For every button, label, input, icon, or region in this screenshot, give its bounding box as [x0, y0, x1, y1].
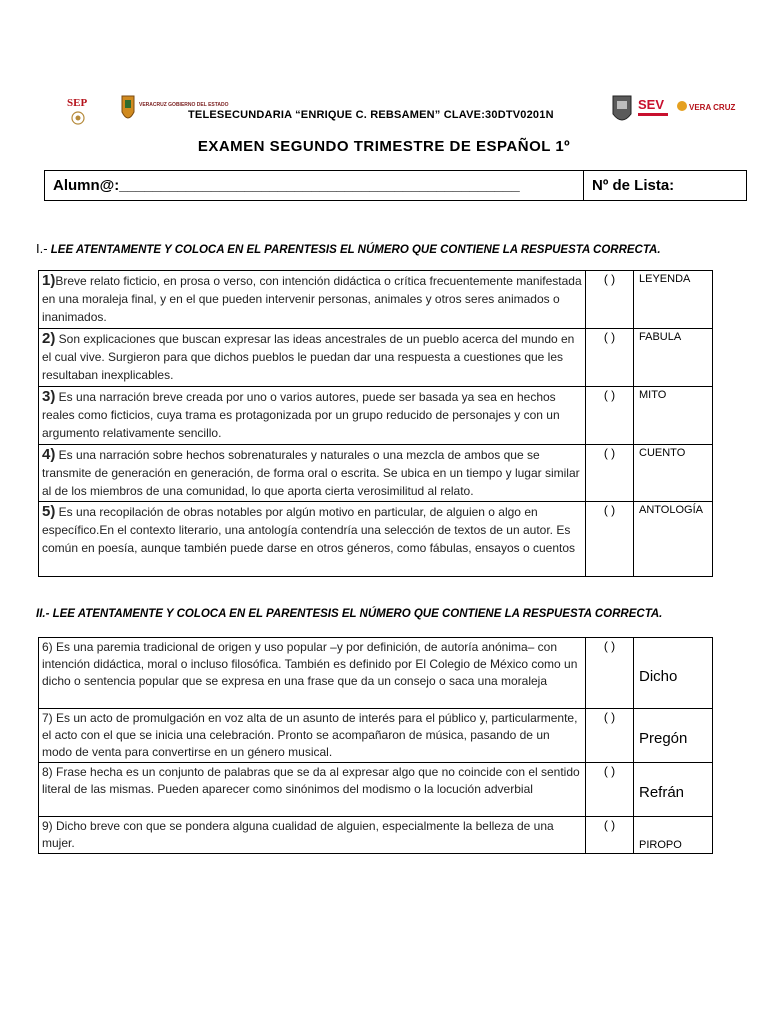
- header-logos-left: [64, 92, 229, 128]
- answer-parenthesis[interactable]: ( ): [586, 387, 634, 445]
- question-body: Son explicaciones que buscan expresar las ideas ancestrales de un pueblo acerca del mundo en el cual vive. Surgieron para que dichos pueblos le puedan dar una respuesta a cuestiones que les resultaban inexplicables.: [42, 332, 575, 382]
- table-row: [39, 709, 713, 763]
- section1-instruction: [36, 241, 661, 256]
- answer-parenthesis[interactable]: ( ): [586, 763, 634, 817]
- question-body: Es una narración sobre hechos sobrenaturales y naturales o una mezcla de ambos que se transmite de generación en generación, de forma oral o escrita. Se ubica en un tiempo y lugar similar al de los miembros de una comunidad, lo que aporta cierta verosimilitud al relato.: [42, 448, 580, 498]
- question-text: [39, 502, 586, 577]
- question-text: [39, 329, 586, 387]
- answer-parenthesis[interactable]: ( ): [586, 271, 634, 329]
- question-number: 9): [42, 819, 53, 833]
- question-number: 6): [42, 640, 53, 654]
- header-logos-right: [610, 92, 736, 128]
- question-body: Breve relato ficticio, en prosa o verso, con intención didáctica o crítica frecuentemente manifestada en una moraleja final, y en el que pueden intervenir personas, animales y otros seres animados o inanimados.: [42, 274, 582, 324]
- question-body: Dicho breve con que se pondera alguna cualidad de alguien, especialmente la belleza de una mujer.: [42, 819, 554, 850]
- table-row: [39, 271, 713, 329]
- question-text: [39, 638, 586, 709]
- answer-option: FABULA: [634, 329, 713, 387]
- answer-parenthesis[interactable]: ( ): [586, 709, 634, 763]
- table-row: [39, 817, 713, 854]
- svg-text:VERA CRUZ: VERA CRUZ: [689, 103, 736, 112]
- svg-text:SEV: SEV: [638, 97, 665, 112]
- question-number: 8): [42, 765, 53, 779]
- question-number: 3): [42, 388, 56, 405]
- answer-option: Pregón: [634, 709, 713, 763]
- section2-instruction: II.- LEE ATENTAMENTE Y COLOCA EN EL PARENTESIS EL NÚMERO QUE CONTIENE LA RESPUESTA CORRECTA.: [36, 608, 663, 620]
- vera-cruz-logo: [677, 101, 735, 112]
- table-row: [39, 387, 713, 445]
- question-text: [39, 387, 586, 445]
- table-row: [39, 329, 713, 387]
- list-number-field[interactable]: Nº de Lista:: [592, 177, 675, 194]
- question-text: [39, 763, 586, 817]
- section2-table: [38, 637, 713, 854]
- question-number: 4): [42, 446, 56, 463]
- answer-option: PIROPO: [634, 817, 713, 854]
- question-number: 2): [42, 330, 56, 347]
- state-shield-logo: [613, 96, 631, 120]
- answer-parenthesis[interactable]: ( ): [586, 817, 634, 854]
- svg-text:VERACRUZ GOBIERNO DEL ESTADO: VERACRUZ GOBIERNO DEL ESTADO: [139, 102, 229, 108]
- question-number: 5): [42, 503, 56, 520]
- answer-option: Dicho: [634, 638, 713, 709]
- section1-table: [38, 270, 713, 577]
- question-text: [39, 271, 586, 329]
- sep-logo: [67, 97, 87, 124]
- question-body: Es una narración breve creada por uno o varios autores, puede ser basada ya sea en hechos reales como ficticios, cuya trama es protagonizada por un grupo reducido de personajes y con un argumento relativamente sencillo.: [42, 390, 560, 440]
- question-text: [39, 817, 586, 854]
- question-body: Es una paremia tradicional de origen y uso popular –y por definición, de autoría anónima– con intención didáctica, moral o incluso filosófica. También es definido por El Colegio de México como un dicho o sentencia popular que se expresa en una frase que da un consejo o saca una moraleja: [42, 640, 578, 688]
- answer-parenthesis[interactable]: ( ): [586, 502, 634, 577]
- answer-option: LEYENDA: [634, 271, 713, 329]
- question-text: [39, 445, 586, 502]
- table-row: [39, 502, 713, 577]
- answer-option: CUENTO: [634, 445, 713, 502]
- answer-parenthesis[interactable]: ( ): [586, 329, 634, 387]
- question-number: 7): [42, 711, 53, 725]
- table-row: [39, 638, 713, 709]
- question-body: Frase hecha es un conjunto de palabras que se da al expresar algo que no coincide con el sentido literal de las mismas. Pueden aparecer como sinónimos del modismo o la locución adverbial: [42, 765, 580, 796]
- question-body: Es un acto de promulgación en voz alta de un asunto de interés para el público y, particularmente, el acto con el que se inicia una celebración. Pronto se acompañaron de música, pasando de un modo de venta para convertirse en un género musical.: [42, 711, 578, 759]
- answer-parenthesis[interactable]: ( ): [586, 445, 634, 502]
- question-number: 1): [42, 272, 56, 289]
- table-row: [39, 445, 713, 502]
- question-body: Es una recopilación de obras notables por algún motivo en particular, de alguien o algo en específico.En el contexto literario, una antología contendría una selección de textos de un autor. Es común en poesía, aunque también puede darse en otros géneros, como fábulas, ensayos o cuentos: [42, 505, 576, 555]
- section1-roman: I.-: [36, 241, 48, 256]
- answer-option: MITO: [634, 387, 713, 445]
- answer-option: ANTOLOGÍA: [634, 502, 713, 577]
- answer-option: Refrán: [634, 763, 713, 817]
- sev-logo: [638, 97, 668, 116]
- student-info-box: [44, 170, 747, 201]
- exam-title: EXAMEN SEGUNDO TRIMESTRE DE ESPAÑOL 1º: [197, 138, 571, 155]
- school-name: TELESECUNDARIA “ENRIQUE C. REBSAMEN” CLAVE:30DTV0201N: [188, 109, 554, 121]
- section1-instruction-text: LEE ATENTAMENTE Y COLOCA EN EL PARENTESIS EL NÚMERO QUE CONTIENE LA RESPUESTA CORRECTA.: [47, 244, 661, 256]
- student-name-field[interactable]: Alumn@:________________________________________________: [45, 171, 584, 200]
- svg-text:SEP: SEP: [67, 97, 88, 109]
- table-row: [39, 763, 713, 817]
- answer-parenthesis[interactable]: ( ): [586, 638, 634, 709]
- question-text: [39, 709, 586, 763]
